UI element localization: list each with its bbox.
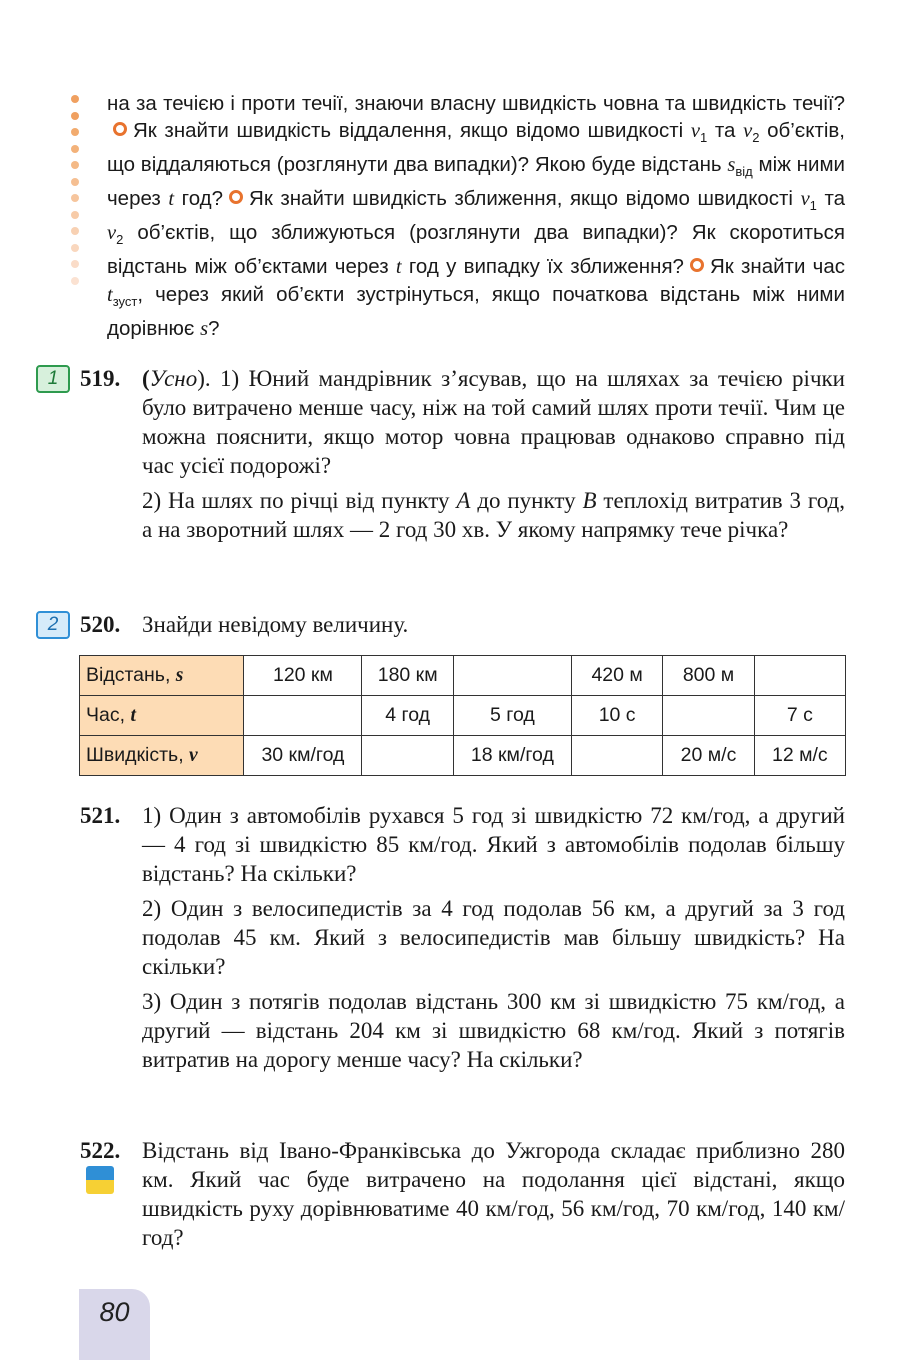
table-cell: 5 год <box>453 696 571 736</box>
bullet-dot <box>71 112 79 120</box>
circle-bullet-icon <box>690 258 704 272</box>
bullet-dot <box>71 244 79 252</box>
level-2-badge: 2 <box>36 611 70 639</box>
bullet-dot <box>71 194 79 202</box>
task-520-text: Знайди невідому величину. <box>142 612 409 637</box>
circle-bullet-icon <box>229 190 243 204</box>
row-header: Час, t <box>80 696 244 736</box>
intro-questions: на за течією і проти течії, знаючи власну швидкість човна та швидкість течії?Як знайти швидкість віддалення, якщо відомо швидкості $v_1$ та $v_2$ об’єктів, що віддаляються (розглянути два випадки)? Якою буде відстань $s_{від}$ між ними через t год? Як знайти швидкість зближення, якщо відомо швидкості $v_1$ та $v_2$ об’єктів, що зближуються (розглянути два випадки)? Як скоротиться відстань між об’єктами через t год у випадку їх зближення? Як знайти час $t_{зуст}$, через який об’єкти зустрінуться, якщо початкова відстань між ними дорівнює s? <box>107 92 846 340</box>
ukraine-flag-icon <box>86 1166 114 1194</box>
task-521-number: 521. <box>80 803 121 828</box>
bullet-dot <box>71 211 79 219</box>
level-1-badge: 1 <box>36 365 70 393</box>
distance-time-speed-table <box>79 655 846 776</box>
table-cell <box>244 696 362 736</box>
bullet-dots <box>71 95 81 293</box>
bullet-dot <box>71 145 79 153</box>
task-522: Відстань від Івано-Франківська до Ужгорода складає приблизно 280 км. Який час буде витрачено на подолання цієї відстані, якщо швидкість руху дорівнюватиме 40 км/год, 56 км/год, 70 км/год, 140 км/год? <box>142 1138 845 1250</box>
table-cell: 420 м <box>571 656 662 696</box>
table-cell <box>571 736 662 776</box>
table-cell: 4 год <box>362 696 453 736</box>
table-row <box>80 696 846 736</box>
circle-bullet-icon <box>113 122 127 136</box>
table-row <box>80 656 846 696</box>
table-cell: 30 км/год <box>244 736 362 776</box>
row-header: Відстань, s <box>80 656 244 696</box>
bullet-dot <box>71 178 79 186</box>
table-cell: 20 м/с <box>663 736 754 776</box>
bullet-dot <box>71 95 79 103</box>
table-cell <box>362 736 453 776</box>
task-519: (Усно). 1) Юний мандрівник з’ясував, що на шляхах за течією річки було витрачено менше часу, ніж на той самий шлях проти течії. Чим це можна пояснити, якщо мотор човна працював однаково справно під час усієї подорожі? 2) На шлях по річці від пункту A до пункту B теплохід витратив 3 год, а на зворотний шлях — 2 год 30 хв. У якому напрямку тече річка? <box>142 366 846 542</box>
table-cell <box>754 656 845 696</box>
bullet-dot <box>71 128 79 136</box>
table-cell: 7 с <box>754 696 845 736</box>
table-cell <box>453 656 571 696</box>
table-row <box>80 736 846 776</box>
task-519-number: 519. <box>80 366 121 391</box>
table-cell <box>663 696 754 736</box>
table-cell: 800 м <box>663 656 754 696</box>
table-cell: 18 км/год <box>453 736 571 776</box>
task-520-number: 520. <box>80 612 121 637</box>
task-521: 1) Один з автомобілів рухався 5 год зі швидкістю 72 км/год, а другий — 4 год зі швидкістю 85 км/год. Який з автомобілів подолав більшу відстань? На скільки? 2) Один з велосипедистів за 4 год подолав 56 км, а другий за 3 год подолав 45 км. Який з велосипедистів мав більшу швидкість? На скільки? 3) Один з потягів подолав відстань 300 км зі швидкістю 75 км/год, а другий — відстань 204 км зі швидкістю 68 км/год. Який з потягів витратив на дорогу менше часу? На скільки? <box>142 803 845 1072</box>
bullet-dot <box>71 277 79 285</box>
row-header: Швидкість, v <box>80 736 244 776</box>
table-cell: 12 м/с <box>754 736 845 776</box>
page-number: 80 <box>79 1289 150 1360</box>
task-522-number: 522. <box>80 1138 121 1163</box>
table-cell: 180 км <box>362 656 453 696</box>
bullet-dot <box>71 227 79 235</box>
bullet-dot <box>71 260 79 268</box>
bullet-dot <box>71 161 79 169</box>
table-cell: 120 км <box>244 656 362 696</box>
table-cell: 10 с <box>571 696 662 736</box>
